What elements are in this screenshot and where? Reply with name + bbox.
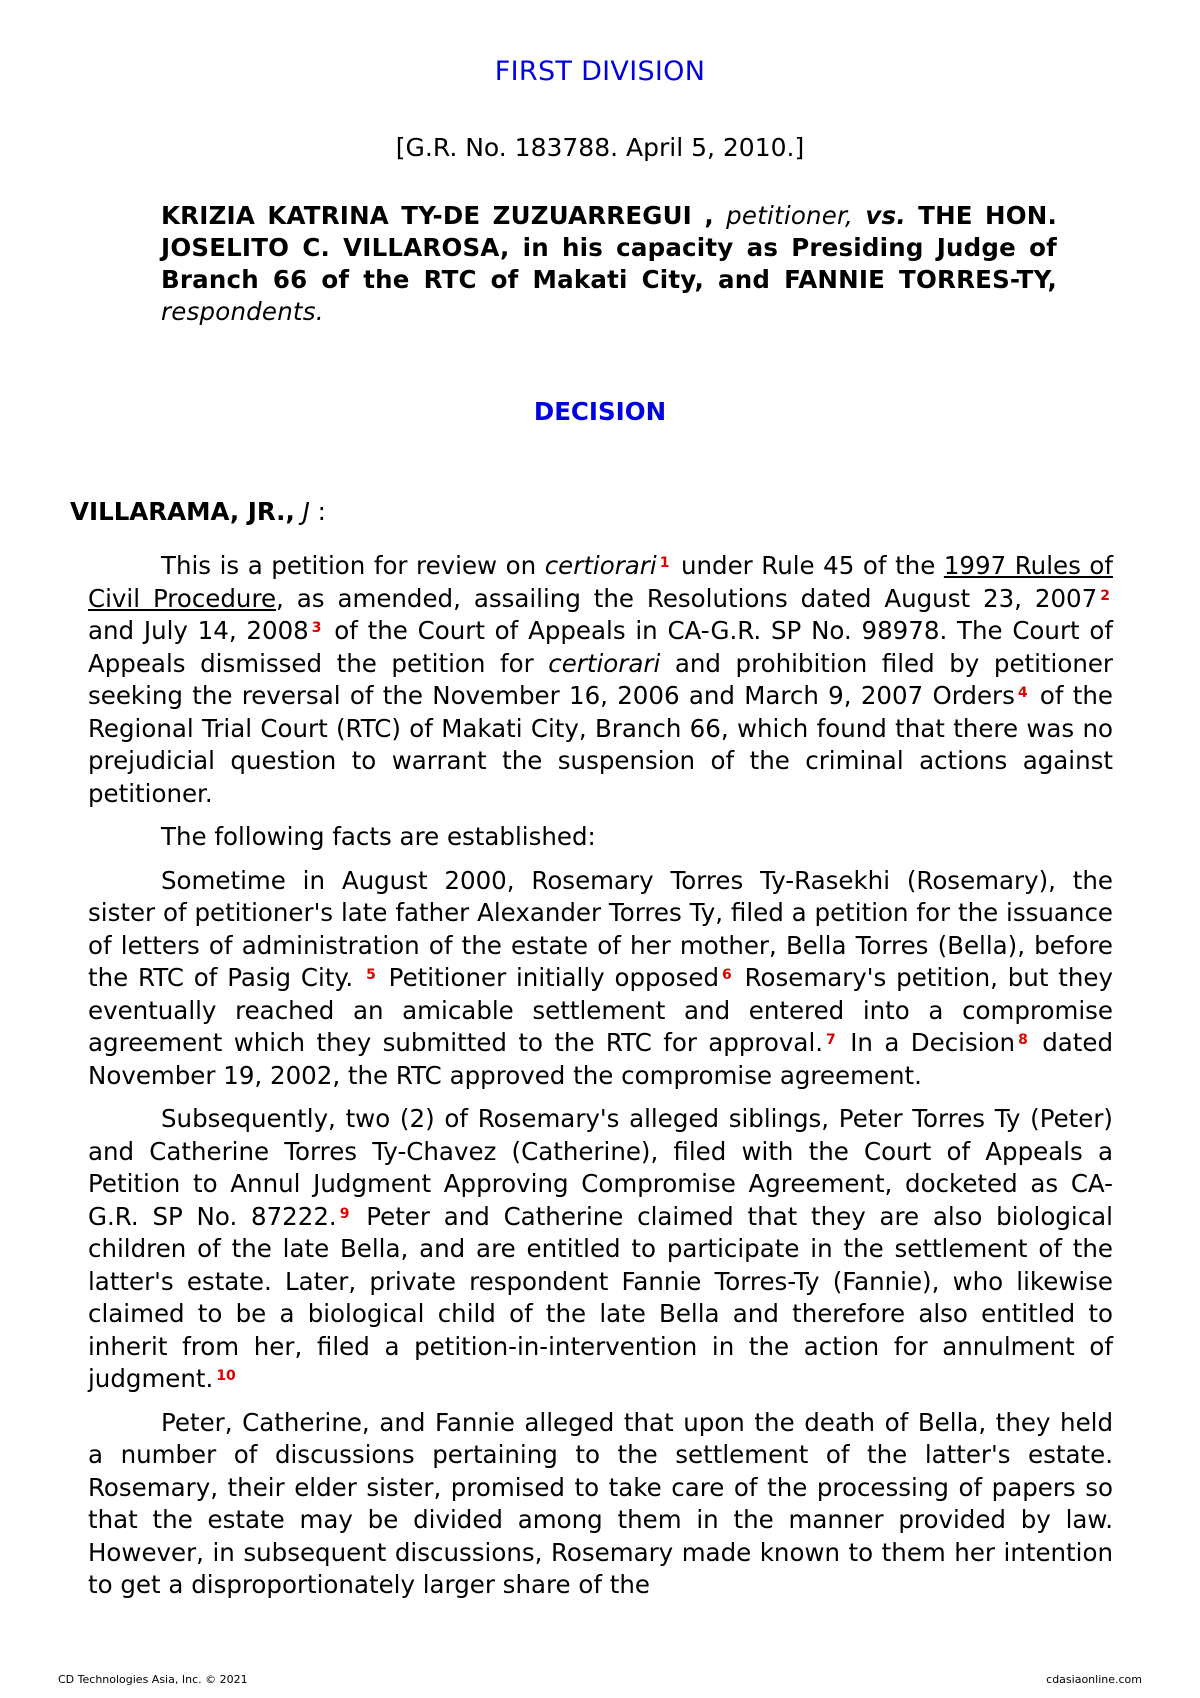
text-span: under Rule 45 of the	[672, 551, 944, 580]
footnote-ref[interactable]: 2	[1100, 587, 1110, 604]
paragraph-3	[88, 865, 1113, 1093]
text-span: Subsequently, two (2) of Rosemary's alleged siblings, Peter Torres Ty (Peter) and Catherine Torres Ty-Chavez (Catherine), filed with the Court of Appeals a Petition to Annul Judgment Approving Compromise Agreement, docketed as CA-G.R. SP No. 87222.	[88, 1104, 1113, 1231]
decision-body	[88, 550, 1113, 1613]
footnote-ref[interactable]: 10	[216, 1368, 236, 1384]
decision-title: DECISION	[533, 397, 667, 426]
footnote-ref[interactable]: 8	[1018, 1032, 1028, 1048]
text-span: of the Court of Appeals in CA-G.R. SP No. 98978. The Court of Appeals dismissed the petition for	[88, 616, 1113, 678]
footnote-ref[interactable]: 7	[826, 1032, 836, 1048]
ponente-title: J	[302, 497, 310, 526]
text-span: Petitioner initially opposed	[378, 963, 719, 992]
text-span: In a Decision	[838, 1028, 1016, 1057]
versus-label: vs.	[865, 201, 906, 230]
text-span: Rosemary's petition, but they eventually reached an amicable settlement and entered into a compromise agreement which they submitted to the RTC for approval.	[88, 963, 1113, 1057]
paragraph-1	[88, 550, 1113, 810]
footnote-ref[interactable]: 1	[659, 555, 670, 571]
petitioner-role: petitioner,	[726, 201, 854, 230]
text-span: Peter and Catherine claimed that they are also biological children of the late Bella, and are entitled to participate in the settlement of the latter's estate. Later, private respondent Fannie Torres-Ty (Fannie), who likewise claimed to be a biological child of the late Bella and therefore also entitled to inherit from her, filed a petition-in-intervention in the action for annulment of judgment.	[88, 1201, 1113, 1393]
case-parties: KRIZIA KATRINA TY-DE ZUZUARREGUI , petitioner, vs. THE HON. JOSELITO C. VILLAROSA, in his capacity as Presiding Judge of Branch 66 of the RTC of Makati City, and FANNIE TORRES-TY, respondents.	[161, 201, 1057, 326]
footnote-ref[interactable]: 4	[1017, 685, 1028, 701]
footer-copyright: CD Technologies Asia, Inc. © 2021	[58, 1673, 248, 1686]
text-span: Sometime in August 2000, Rosemary Torres Ty-Rasekhi (Rosemary), the sister of petitioner's late father Alexander Torres Ty, filed a petition for the issuance of letters of administration of the estate of her mother, Bella Torres (Bella), before the RTC of Pasig City.	[88, 865, 1113, 992]
paragraph-5: Peter, Catherine, and Fannie alleged that upon the death of Bella, they held a number of discussions pertaining to the settlement of the latter's estate. Rosemary, their elder sister, promised to take care of the processing of papers so that the estate may be divided among them in the manner provided by law. However, in subsequent discussions, Rosemary made known to them her intention to get a disproportionately larger share of the	[88, 1407, 1113, 1599]
footnote-ref[interactable]: 5	[366, 967, 376, 983]
rules-link[interactable]: 1997 Rules of Civil Procedure	[88, 551, 1114, 613]
text-span: dated November 19, 2002, the RTC approved the compromise agreement.	[88, 1028, 1114, 1090]
paragraph-4	[88, 1103, 1113, 1396]
case-number: [G.R. No. 183788. April 5, 2010.]	[395, 133, 805, 162]
footnote-ref[interactable]: 6	[722, 967, 732, 983]
text-span: , as amended, assailing the Resolutions dated August 23, 2007	[276, 583, 1098, 613]
footer-site: cdasiaonline.com	[1046, 1673, 1142, 1686]
respondents-role: respondents.	[161, 297, 324, 326]
italic-term: certiorari	[544, 551, 657, 580]
ponente-line	[70, 497, 326, 526]
text-span: This is a petition for review on	[161, 551, 545, 580]
italic-term: certiorari	[548, 648, 661, 678]
paragraph-2: The following facts are established:	[161, 822, 596, 851]
ponente-colon: :	[317, 497, 326, 526]
footnote-ref[interactable]: 9	[339, 1205, 350, 1222]
petitioner-name: KRIZIA KATRINA TY-DE ZUZUARREGUI	[161, 201, 692, 230]
text-span: and July 14, 2008	[88, 616, 309, 645]
text-span: of the Regional Trial Court (RTC) of Makati City, Branch 66, which found that there was no prejudicial question to warrant the suspension of the criminal actions against petitioner.	[88, 681, 1113, 808]
ponente-name: VILLARAMA, JR.,	[70, 497, 295, 526]
division-heading: FIRST DIVISION	[494, 56, 706, 87]
footnote-ref[interactable]: 3	[311, 620, 322, 636]
respondents-names: THE HON. JOSELITO C. VILLAROSA, in his capacity as Presiding Judge of Branch 66 of the RTC of Makati City, and FANNIE TORRES-TY	[161, 201, 1057, 294]
text-span: and prohibition filed by petitioner seeking the reversal of the November 16, 2006 and March 9, 2007 Orders	[88, 648, 1114, 710]
